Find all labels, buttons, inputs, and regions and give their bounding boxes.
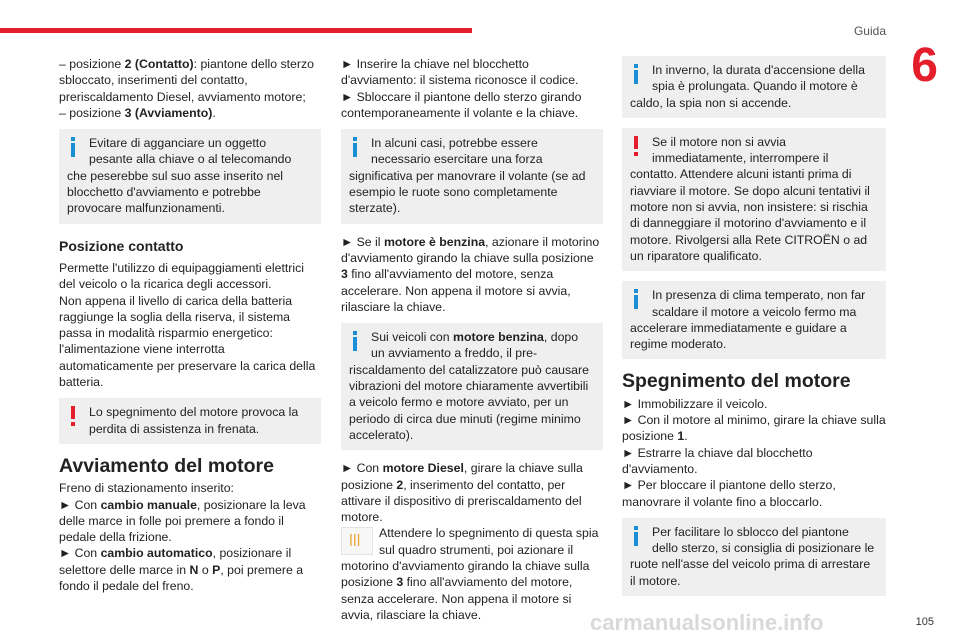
warning-note: Se il motore non si avvia immediatamente, interrompere il contatto. Attendere alcuni istanti prima di riavviare il motore. Se dopo alcuni tentativi il motore non si avvia, non insistere: si rischia di danneggiare il motorino d'avviamento e il motore. Rivolgersi alla Rete CITROËN o ad un riparatore qualificato. xyxy=(622,128,886,271)
paragraph: Permette l'utilizzo di equipaggiamenti elettrici del veicolo o la ricarica degli accessori. xyxy=(59,260,304,292)
step-petrol-engine: ► Se il motore è benzina, azionare il motorino d'avviamento girando la chiave sulla posizione 3 fino all'avviamento del motore, senza accelerare. Non appena il motore si avvia, rilasciare la chiave. xyxy=(341,234,600,314)
paragraph: Non appena il livello di carica della batteria raggiunge la soglia della riserva, il sistema passa in modalità risparmio energetico: l'alimentazione viene interrotta automaticamente per preservare la carica della batteria. xyxy=(59,293,316,390)
info-icon xyxy=(349,331,361,351)
info-note: Evitare di agganciare un oggetto pesante alla chiave o al telecomando che peserebbe sul suo asse inserito nel blocchetto d'avviamento e potrebbe provocare malfunzionamenti. xyxy=(59,129,321,223)
column-2 xyxy=(341,56,603,623)
column-3 xyxy=(622,56,886,606)
step-manual-gearbox: ► Con cambio manuale, posizionare la leva delle marce in folle poi premere a fondo il pedale della frizione. xyxy=(59,497,306,545)
position-3-item: – posizione 3 (Avviamento). xyxy=(59,105,216,120)
watermark: carmanualsonline.info xyxy=(590,610,824,635)
warning-icon xyxy=(630,136,642,156)
info-icon xyxy=(630,289,642,309)
info-icon xyxy=(630,526,642,546)
heading-spegnimento-motore: Spegnimento del motore xyxy=(622,370,851,393)
step-diesel-engine: ► Con motore Diesel, girare la chiave sulla posizione 2, inserimento del contatto, per attivare il dispositivo di preriscaldamento del motore. xyxy=(341,461,583,525)
preheating-paragraph: ꟾꟾꟾ Attendere lo spegnimento di questa spia sul quadro strumenti, poi azionare il motorino d'avviamento girando la chiave sulla posizione 3 fino all'avviamento del motore, senza accelerare. Non appena il motore si avvia, rilasciare la chiave. xyxy=(341,526,599,622)
step-lock-steering: ► Per bloccare il piantone dello sterzo, manovrare il volante fino a bloccarlo. xyxy=(622,478,836,509)
info-note: In alcuni casi, potrebbe essere necessario esercitare una forza significativa per manovrare il volante (se ad esempio le ruote sono completamente sterzate). xyxy=(341,129,603,223)
section-title: Guida xyxy=(853,24,886,38)
warning-note: Lo spegnimento del motore provoca la perdita di assistenza in frenata. xyxy=(59,398,321,444)
info-icon xyxy=(630,64,642,84)
column-1 xyxy=(59,56,321,594)
step-automatic-gearbox: ► Con cambio automatico, posizionare il selettore delle marce in N o P, poi premere a fondo il pedale del freno. xyxy=(59,546,304,594)
info-icon xyxy=(349,137,361,157)
position-2-item: – posizione 2 (Contatto): piantone dello sterzo sbloccato, inserimenti del contatto, preriscaldamento Diesel, avviamento motore; xyxy=(59,57,314,104)
preheating-warning-light-icon: ꟾꟾꟾ xyxy=(341,527,373,555)
chapter-number: 6 xyxy=(911,39,938,92)
heading-posizione-contatto: Posizione contatto xyxy=(59,237,184,254)
info-note: In inverno, la durata d'accensione della spia è prolungata. Quando il motore è caldo, la spia non si accende. xyxy=(622,56,886,118)
step-immobilize: ► Immobilizzare il veicolo. xyxy=(622,396,768,411)
info-icon xyxy=(67,137,79,157)
warning-icon xyxy=(67,406,79,426)
step-unlock-steering: ► Sbloccare il piantone dello sterzo girando contemporaneamente il volante e la chiave. xyxy=(341,89,582,120)
step-turn-key: ► Con il motore al minimo, girare la chiave sulla posizione 1. xyxy=(622,413,886,444)
info-note: In presenza di clima temperato, non far scaldare il motore a veicolo fermo ma accelerare immediatamente e guidare a regime moderato. xyxy=(622,281,886,359)
info-note: Per facilitare lo sblocco del piantone dello sterzo, si consiglia di posizionare le ruote nell'asse del veicolo prima di arrestare il motore. xyxy=(622,518,886,596)
heading-avviamento-motore: Avviamento del motore xyxy=(59,454,274,477)
paragraph: Freno di stazionamento inserito: xyxy=(59,481,234,496)
info-note: Sui veicoli con motore benzina, dopo un avviamento a freddo, il pre-riscaldamento del catalizzatore può causare vibrazioni del motore chiaramente avvertibili a veicolo fermo e motore avviato, per un periodo di circa due minuti (regime minimo accelerato). xyxy=(341,323,603,450)
step-insert-key: ► Inserire la chiave nel blocchetto d'avviamento: il sistema riconosce il codice. xyxy=(341,57,579,88)
page-number: 105 xyxy=(915,616,934,628)
header-accent-bar xyxy=(0,28,472,33)
step-remove-key: ► Estrarre la chiave dal blocchetto d'avviamento. xyxy=(622,445,813,476)
